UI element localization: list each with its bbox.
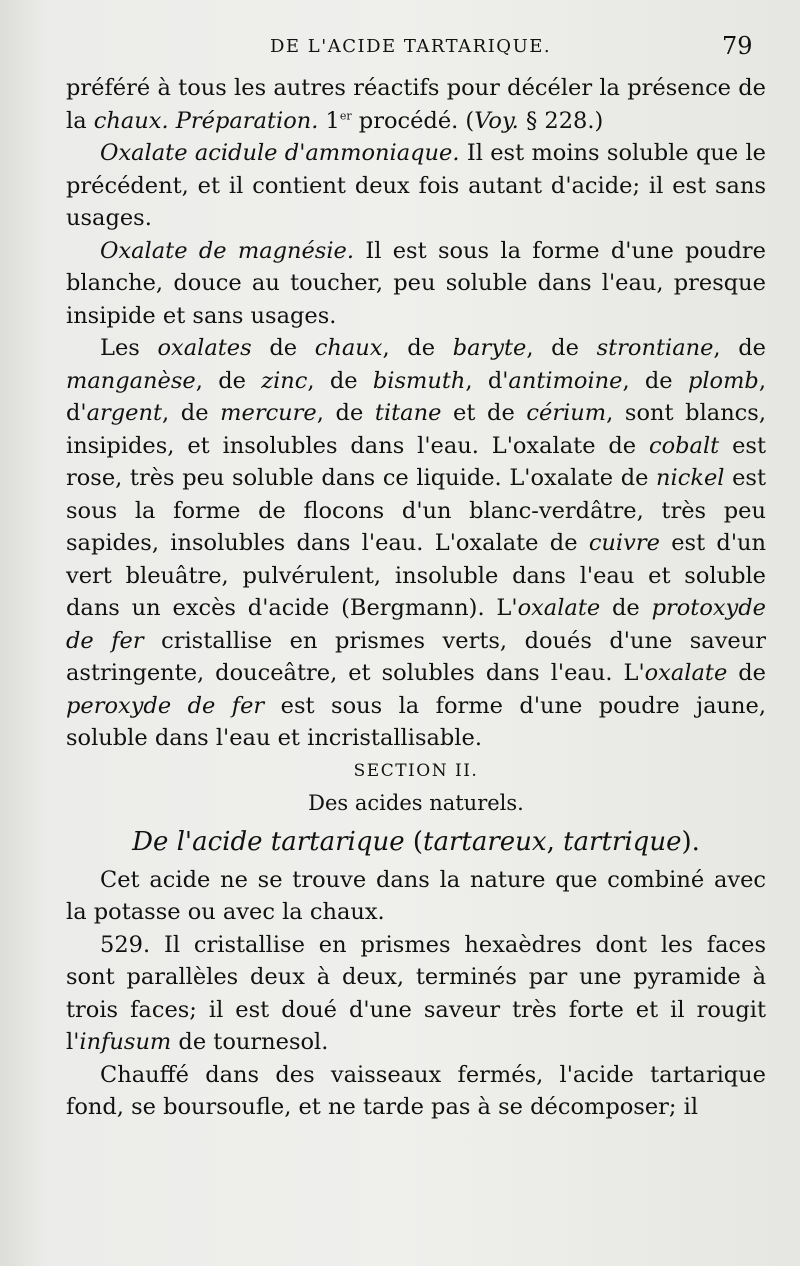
paragraph-529: 529. Il cristallise en prismes hexaèdres dont les faces sont parallèles deux à deux, terminés par une pyramide à trois faces; il est doué d'une saveur très forte et il rougit l'infusum de tournesol. xyxy=(66,931,766,1055)
page-number: 79 xyxy=(722,32,753,60)
page-header xyxy=(0,30,800,70)
section-subtitle: Des acides naturels. xyxy=(308,791,524,815)
paragraph-intro: Cet acide ne se trouve dans la nature que combiné avec la potasse ou avec la chaux. xyxy=(66,866,766,925)
running-head: DE L'ACIDE TARTARIQUE. xyxy=(270,36,552,57)
chapter-title: De l'acide tartarique (tartareux, tartrique). xyxy=(132,826,700,857)
paragraph-oxalate-acidule: Oxalate acidule d'ammoniaque. Il est moins soluble que le précédent, et il contient deux fois autant d'acide; il est sans usages. xyxy=(66,140,766,231)
paragraph-chauffe: Chauffé dans des vaisseaux fermés, l'acide tartarique fond, se boursoufle, et ne tarde pas à se décomposer; il xyxy=(66,1061,766,1120)
paragraph-1: préféré à tous les autres réactifs pour décéler la présence de la chaux. Préparation. 1er procédé. (Voy. § 228.) xyxy=(66,75,766,134)
paragraph-oxalate-magnesie: Oxalate de magnésie. Il est sous la forme d'une poudre blanche, douce au toucher, peu soluble dans l'eau, presque insipide et sans usages. xyxy=(66,237,766,329)
section-label: SECTION II. xyxy=(353,760,479,781)
page-body xyxy=(66,72,766,1124)
paragraph-oxalates-list: Les oxalates de chaux, de baryte, de strontiane, de manganèse, de zinc, de bismuth, d'antimoine, de plomb, d'argent, de mercure, de titane et de cérium, sont blancs, insipides, et insolubles dans l'eau. L'oxalate de cobalt est rose, très peu soluble dans ce liquide. L'oxalate de nickel est sous la forme de flocons d'un blanc-verdâtre, très peu sapides, insolubles dans l'eau. L'oxalate de cuivre est d'un vert bleuâtre, pulvérulent, insoluble dans l'eau et soluble dans un excès d'acide (Bergmann). L'oxalate de protoxyde de fer cristallise en prismes verts, doués d'une saveur astringente, douceâtre, et solubles dans l'eau. L'oxalate de peroxyde de fer est sous la forme d'une poudre jaune, soluble dans l'eau et incristallisable. xyxy=(66,335,767,751)
